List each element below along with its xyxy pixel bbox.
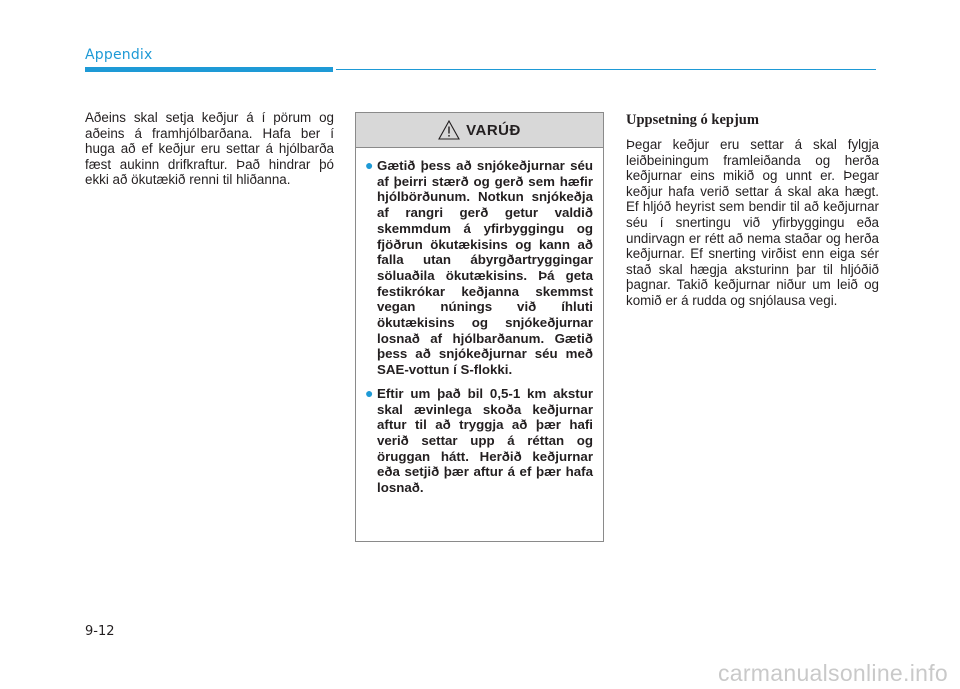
warning-item	[365, 384, 593, 496]
page-number: 9-12	[85, 624, 115, 639]
right-paragraph: Þegar keðjur eru settar á skal fylgja leiðbeiningum framleiðanda og herða keðjurnar eins mikið og unnt er. Þegar keðjur hafa verið settar á skal aka hægt. Ef hljóð heyrist sem bendir til að keðjurnar séu í snertingu við yfirbyggingu eða undirvagn er rétt að nema staðar og herða keðjurnar. Ef snerting virðist enn eiga sér stað skal hægja aksturinn þar til hljóðið þagnar. Takið keðjurnar niður um leið og komið er á rudda og snjólausa vegi.	[626, 137, 879, 308]
warning-item-text: Eftir um það bil 0,5-1 km akstur skal ævinlega skoða keðjurnar aftur til að tryggja að þær hafi verið settar upp á réttan og öruggan hátt. Herðið keðjurnar eða setjið þær aftur á ef þær hafa losnað.	[377, 385, 593, 496]
left-column	[85, 110, 334, 188]
right-column	[626, 112, 879, 309]
bullet-icon: ●	[365, 384, 374, 401]
warning-header	[356, 113, 603, 148]
warning-item	[365, 157, 593, 378]
warning-box	[355, 112, 604, 542]
left-paragraph: Aðeins skal setja keðjur á í pörum og aðeins á framhjólbarðana. Hafa ber í huga að ef keðjur eru settar á hjólbarða fæst aukinn drifkraftur. Það hindrar þó ekki að ökutækið renni til hliðanna.	[85, 110, 334, 188]
bullet-icon: ●	[365, 157, 374, 173]
warning-triangle-icon	[438, 120, 460, 140]
header-rule-thick	[85, 67, 333, 72]
watermark: carmanualsonline.info	[717, 660, 948, 686]
section-title: Appendix	[85, 47, 153, 63]
warning-item-text: Gætið þess að snjókeðjurnar séu af þeirri stærð og gerð sem hæfir hjólbörðunum. Notkun snjókeðja af rangri gerð getur valdið skemmdum á yfirbyggingu og fjöðrun ökutækisins og kann að falla utan ábyrgðartryggingar söluaðila ökutækisins. Þá geta festikrókar keðjanna skemmst vegan núnings við íhluti ökutækisins og snjókeðjurnar losnað af hjólbarðanum. Gætið þess að snjókeðjurnar séu með SAE-vottun í S-flokki.	[377, 158, 593, 378]
warning-title: VARÚÐ	[466, 121, 521, 139]
warning-list	[356, 148, 603, 496]
subsection-heading: Uppsetning ó kepjum	[626, 112, 759, 128]
header-rule-thin	[336, 69, 876, 70]
